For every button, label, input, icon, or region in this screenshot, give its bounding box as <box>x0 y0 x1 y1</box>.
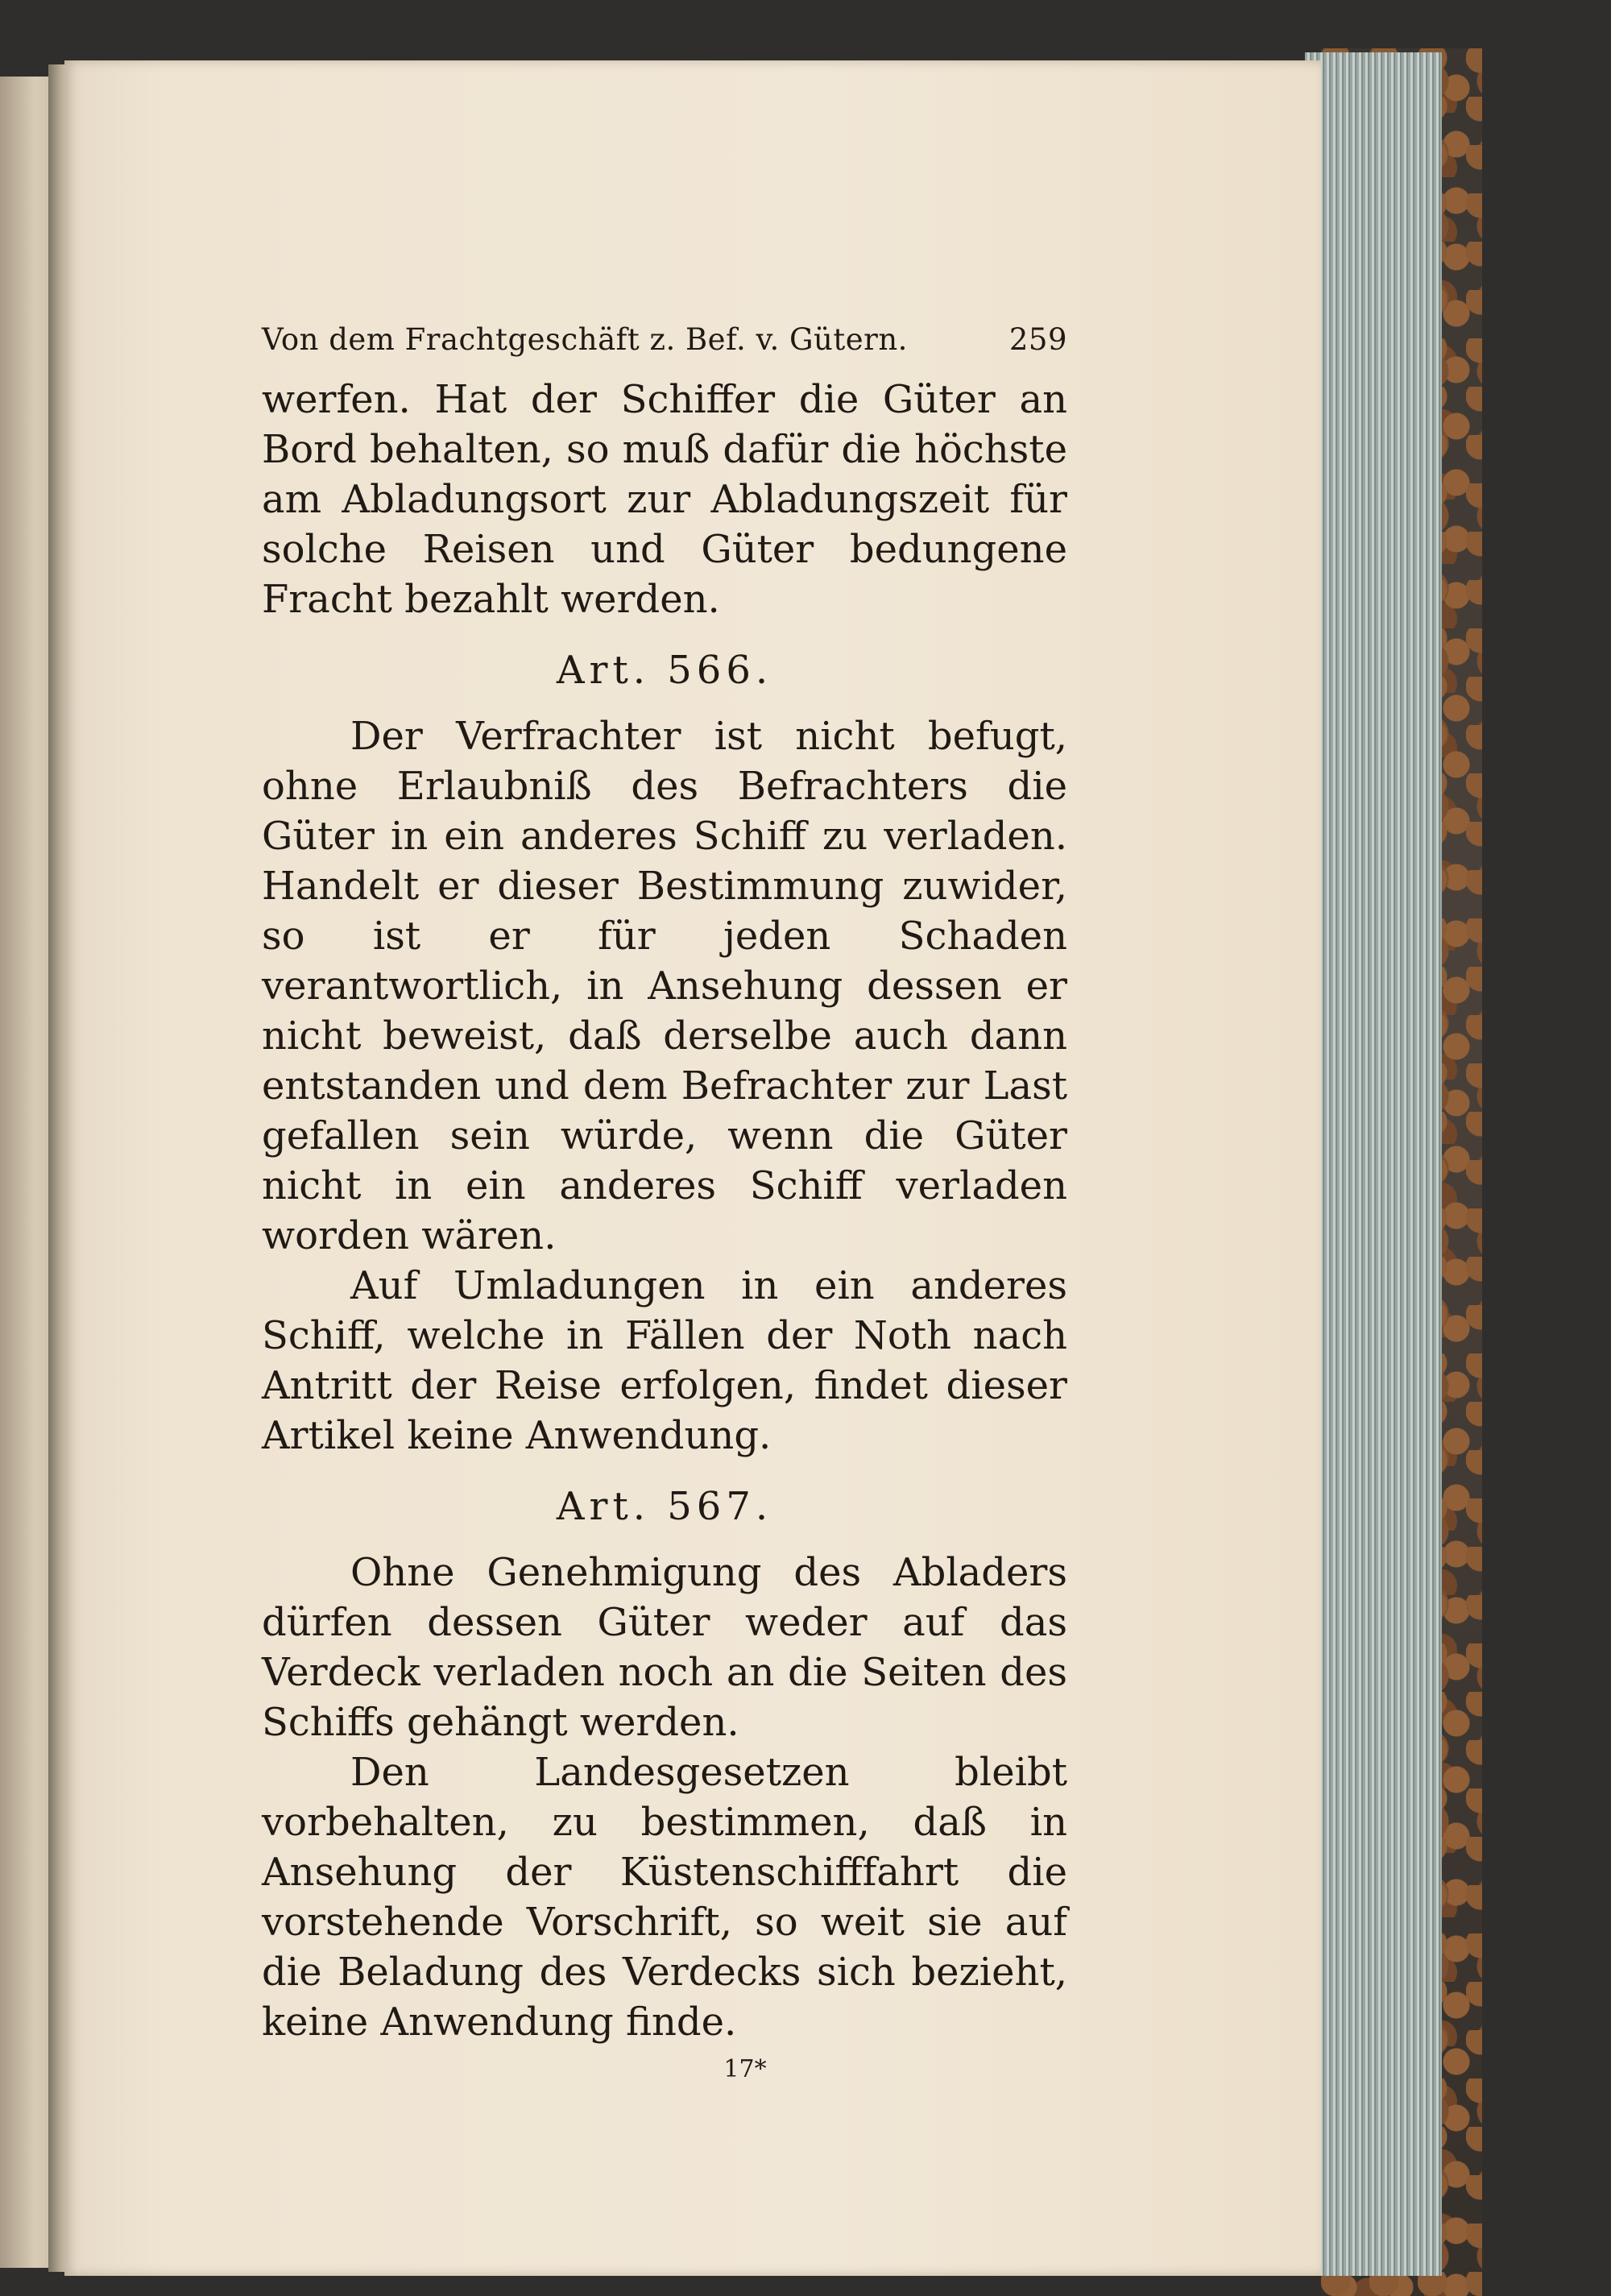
book-page <box>64 60 1321 2276</box>
paragraph-continuation: werfen. Hat der Schiffer die Güter an Bord behalten, so muß dafür die höchste am Abladungsort zur Abladungszeit für solche Reisen und Güter bedungene Fracht bezahlt werden. <box>262 377 1067 622</box>
running-title: Von dem Frachtgeschäft z. Bef. v. Gütern. <box>262 322 908 357</box>
signature-mark: 17* <box>723 2055 767 2083</box>
article-566-paragraph-2: Auf Umladungen in ein anderes Schiff, welche in Fällen der Noth nach Antritt der Reise erfolgen, findet dieser Artikel keine Anwendung. <box>262 1263 1067 1458</box>
running-header <box>262 322 1067 357</box>
text-block <box>262 322 1067 2083</box>
article-567-paragraph-2: Den Landesgesetzen bleibt vorbehalten, zu bestimmen, daß in Ansehung der Küstenschifffahrt die vorstehende Vorschrift, so weit sie auf die Beladung des Verdecks sich bezieht, keine Anwendung finde. <box>262 1750 1067 2045</box>
article-567-heading: Art. 567. <box>556 1484 773 1529</box>
article-566-paragraph-1: Der Verfrachter ist nicht befugt, ohne Erlaubniß des Befrachters die Güter in ein anderes Schiff zu verladen. Handelt er dieser Bestimmung zuwider, so ist er für jeden Schaden verantwortlich, in Ansehung dessen er nicht beweist, daß derselbe auch dann entstanden und dem Befrachter zur Last gefallen sein würde, wenn die Güter nicht in ein anderes Schiff verladen worden wären. <box>262 714 1067 1258</box>
page-edges <box>1305 52 1442 2276</box>
article-567-paragraph-1: Ohne Genehmigung des Abladers dürfen dessen Güter weder auf das Verdeck verladen noch an die Seiten des Schiffs gehängt werden. <box>262 1550 1067 1745</box>
page-number: 259 <box>1008 322 1067 357</box>
article-566-heading: Art. 566. <box>556 648 773 693</box>
